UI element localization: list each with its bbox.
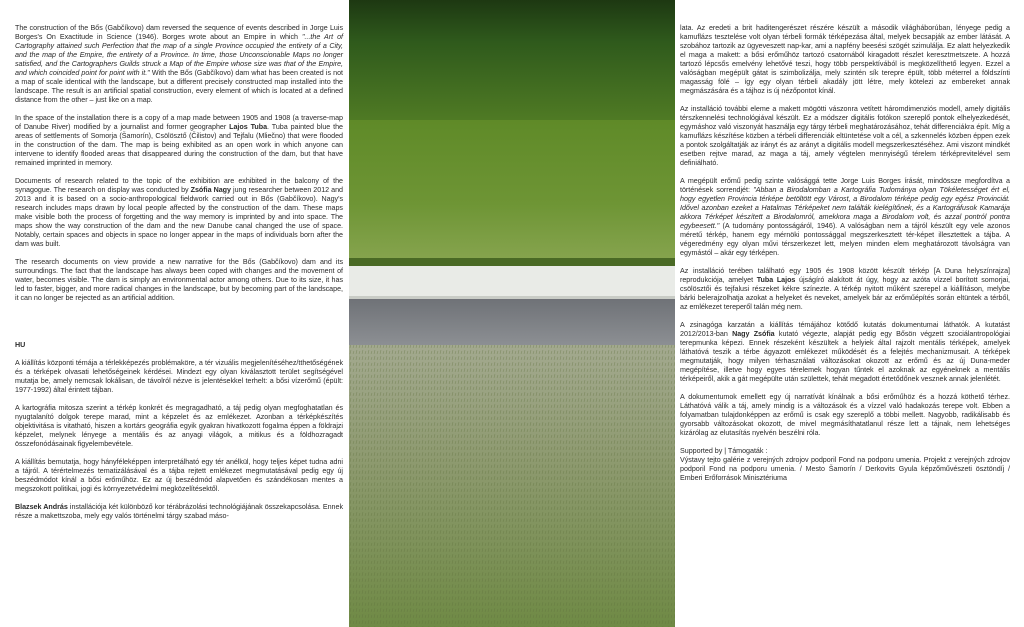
person-name: Tuba Lajos [756, 276, 796, 284]
gravel-strip [349, 266, 675, 296]
hu-paragraph-1: A kiállítás központi témája a térlekképezés problémaköre, a tér vizuális megjelenítéséhez/tthetőségének és a térképek olvasati lehetőségeinek kérdései. Mindezt egy olyan kiválasztott terület segítségével mutatja be, amely nemcsak lokálisan, de távolról nézve is jelentésekkel terhelt: a bősi vízerőmű (épült: 1977-1992) által érintett tájban. [15, 359, 343, 394]
road-surface [349, 299, 675, 345]
text: The construction of the Bős (Gabčíkovo) dam reversed the sequence of events described in Jorge Luis Borges's On Exactitude in Science (1946). Borges wrote about an Empire in which [15, 24, 343, 41]
text: (A tudomány pontosságáról, 1946). A valóságban nem a tájról készült egy vele azonos méretű térkép, hanem egy mérnöki pontossággal megszerkesztett tér-képet illesztettek a tájba. A végeredmény egy olyan művi térszerkezet lett, melyen minden elem meghatározott távolságra van egymástól – akár egy térképen. [680, 222, 1010, 257]
text: kutató végezte, alapját pedig egy Bősön végzett szociálantropológiai terepmunka képezi. Ennek részeként készültek a helyiek által rajzolt mentális térképek, amelyek láthatóvá teszik a térbe ágyazott emlékezet működését és a felejtés mechanizmusait. A térképek megmutatják, hogy milyen térhasználati változásokat okozott az erőmű és az új Duna-meder megépítése, illetve hogy egyes térelemek hogyan tűntek el azoknak az egyéneknek a mentális térképeiről, akik a gát megépülte után születtek, tehát megadott értetődőnek vesznek annak jelenlétét. [680, 330, 1011, 383]
person-name: Nagy Zsófia [732, 330, 775, 338]
text: jung researcher between 2012 and 2013 and it is based on a socio-anthropological fieldwork carried out in Bős (Gabčíkovo). Nagy's research includes maps drawn by local people affected by the construction of the dam. These maps make visible both the process of forgetting and the way memory is imprinted by and into space. The maps show the way construction of the dam and the new Danube canal changed the use of space. Notably, certain spaces and objects in space no longer appear in the maps of individuals born after the dam was built. [15, 186, 344, 248]
hu-heading: HU [15, 341, 26, 349]
person-name: Lajos Tuba [229, 123, 268, 131]
text: installációja két különböző kor térábrázolási technológiájának összekapcsolása. Ennek része a makettszoba, mely egy valós történelmi tárgy szabad máso- [15, 503, 344, 520]
en-paragraph-4: The research documents on view provide a new narrative for the Bős (Gabčíkovo) dam and its surroundings. The fact that the landscape has always been coped with changes and the movement of water, becomes visible. The dam is simply an environmental actor among others. Due to its size, it has led to faster, bigger, and more radical changes in the landscape, but by becoming part of the landscape, it can no longer be rejected as an artificial addition. [15, 258, 343, 302]
text: In the space of the installation there is a copy of a map made between 1905 and 1908 (a traverse-map of Danube River) modified by a journalist and former geographer [15, 114, 343, 131]
borges-quote: "...the Art of Cartography attained such Perfection that the map of a single Province occupied the entirety of a City, and the map of the Empire, the entirety of a Province. In time, those Unconscionable Maps no longer satisfied, and the Cartographers Guilds struck a Map of the Empire whose size was that of the Empire, and which coincided point for point with it." [15, 33, 343, 77]
text: . Tuba painted blue the areas of settlements of Somorja (Šamorín), Csölösztő (Čilistov) and Tejfalu (Mliečno) that were flooded in the construction of the dam. The map is being exhibited as an open work in which anyone can intervene to identify flooded areas that disappeared during the construction of the dam, but that have remained imprinted in memory. [15, 123, 343, 167]
en-paragraph-1 [15, 24, 343, 105]
person-name: Zsófia Nagy [190, 186, 231, 194]
person-name: Blazsek András [15, 503, 68, 511]
left-text-column [15, 24, 343, 521]
text: A zsinagóga karzatán a kiállítás témájához kötődő kutatás dokumentumai láthatók. A kutatást 2012/2013-ban [680, 321, 1010, 338]
en-paragraph-2 [15, 114, 343, 168]
hu-paragraph-5: lata. Az eredeti a brit haditengerészet részére készült a második világháborúban, lényege pedig a kamuflázs tesztelése volt olyan térbeli formák térképezása által, melyek becsapják az ember látását. A szobához tartozik az ügyeveszett nap-kar, ami a napfény beesési szögét szimulálja. Ez alatt helyezkedik el maga a makett: a bősi erőműhöz tartozó csatornából kiragadott részlet keresztmetszete. A hozzá tartozó lépcsős emelvény lehetővé teszi, hogy több perspektívából is megközelíthető legyen. Ezzel a valóságban megépült gátat is szimbolizálja, mely szintén sík terepre épült, több méterrel a földszínti magasság fölé – így egy olyan térbeli akadály jött létre, mely kötelezi az embereket annak megmászására és a tájhoz is új nézőpontot kínál. [680, 24, 1010, 95]
dam-landscape-image [349, 0, 675, 627]
support-line: Supported by | Támogaták : [680, 447, 768, 455]
embankment-slope [349, 120, 675, 260]
hu-paragraph-7 [680, 177, 1010, 258]
hu-paragraph-2: A kartográfia mitosza szerint a térkép konkrét és megragadható, a táj pedig olyan megfoghatatlan és nyugtalanító dolgok terepe marad, mint a képzelet és az emlékezet. Azonban a térképkészítés objektivitása is vitatható, hiszen a kortárs geográfia egyik gyakran hivatkozott fogalma éppen a földrajzi képzelet, melynek lényege a mentális és az anyagi világok, a mitikus és a földhozragadt összefonódásainak figyelembevétele. [15, 404, 343, 448]
hu-paragraph-3: A kiállítás bemutatja, hogy hányféleképpen interpretálható egy tér anélkül, hogy teljes képet tudna adni a tájról. A térértelmezés tematizálásával és a tájba rejtett emlékezet megmutatásával pedig egy új beszédmódot kínál a bősi erőműhöz. Ez az új beszédmód alapvetően és szándékosan mentes a megszokott politikai, jogi és környezetvédelmi megközelítésektől. [15, 458, 343, 493]
text: újságíró alakított át úgy, hogy az azóta vízzel borított somorjai, csölösztői és tejfalusi részeket kékre színezte. A térkép nyitott műként szerepel a kiállításon, melybe bárki belerajzolhatja azokat a helyeket és neveket, amelyek bár az erőműépítés során eltüntek a térből, az emlékezet tereperől talán még nem. [680, 276, 1010, 311]
hu-paragraph-8 [680, 267, 1010, 312]
grass-edge [349, 258, 675, 266]
hu-paragraph-9 [680, 321, 1010, 384]
text: A megépült erőmű pedig szinte valósággá tette Jorge Luis Borges írását, mindössze megfordítva a történések sorrendjét: [680, 177, 1010, 194]
text: Documents of research related to the topic of the exhibition are exhibited in the balcony of the synagogue. The research on display was conducted by [15, 177, 343, 194]
hu-paragraph-4 [15, 503, 343, 521]
landscape-photo [349, 0, 675, 627]
right-text-column [680, 24, 1010, 483]
en-paragraph-3 [15, 177, 343, 249]
hu-paragraph-10: A dokumentumok emellett egy új narratívát kínálnak a bősi erőműhöz és a hozzá köthető térhez. Láthatóvá válik a táj, amely mindig is a változások és a vízzel való hadakozás terepe volt. Ebben a folyamatban tulajdonképpen az erőmű is csak egy szereplő a többi mellett. Nagyobb, radikálisabb és gyorsabb változásokat okozott, de mivel megmásíthatatlanul része lett a tájnak, nem lehetséges kizárólag az elutasítás nyelvén beszélni róla. [680, 393, 1010, 437]
support-text: Výstavy tejto galérie z verejných zdrojov podporil Fond na podporu umenia. Projekt z verejných zdrojov podporil Fond na podporu umenia. / Mesto Šamorín / Derkovits Gyula képzőművészeti ösztöndíj / Emberi Erőforrások Minisztériuma [680, 456, 1010, 482]
dark-upper-area [349, 0, 675, 120]
text: With the Bős (Gabčíkovo) dam what has been created is not a map of scale identical with the landscape, but a different precisely constructed map installed into the landscape. The result is an artificial spatial construction, every element of which is located at a defined distance from the other – just like on a map. [15, 69, 344, 104]
text: Az installáció terében található egy 1905 és 1908 között készült térkép [A Duna helyszínrajza] reprodukciója, amelyet [680, 267, 1010, 284]
hu-paragraph-6: Az installáció további eleme a makett mögötti vászonra vetített háromdimenziós modell, amely digitális térszkennelési technológiával készült. Ez a módszer digitális fotókon szereplő pontok elhelyezkedését, egymáshoz való viszonyát használja egy tárgy térbeli meghatározásához, tehát differenciákra épít. Míg a kamuflázs készítése közben a térbeli differenciák eltüntetése volt a cél, a szkennelés közben éppen ezek a pontok szolgáltatják az irányt és az arányt a digitális modell megszerkesztéséhez. Ami viszont mindkét esetben rejtve marad, az maga a táj, amely végtelen mennyiségű térelem térképrevitelével sem definiálható. [680, 105, 1010, 167]
borges-quote: "Abban a Birodalomban a Kartográfia Tudománya olyan Tökéletességet ért el, hogy egyetlen Provincia térképe betöltött egy Várost, a Birodalom térképe pedig egy egész Provinciát. Idővel azonban ezeket a Hatalmas Térképeket nem találták kielégítőnek, és a Kartográfusok Kamarája akkora Térképet készített a Birodalomról, amekkora maga a Birodalom volt, és azzal pontról pontra egybeesett." [680, 186, 1010, 230]
